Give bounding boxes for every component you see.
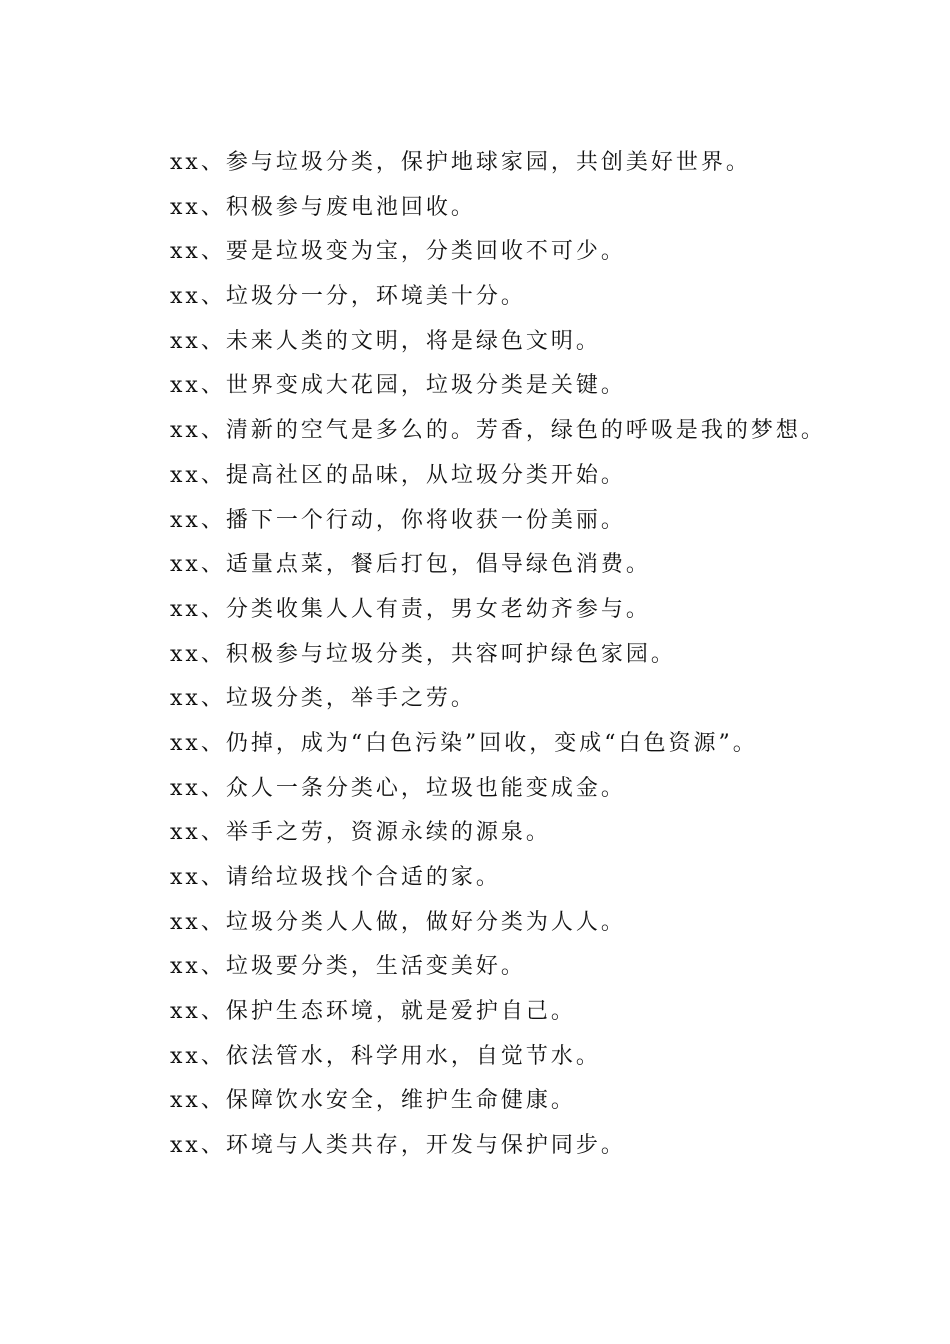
slogan-line: xx、众人一条分类心，垃圾也能变成金。 xyxy=(170,775,626,801)
slogan-line: xx、垃圾分类，举手之劳。 xyxy=(170,686,476,712)
slogan-line: xx、提高社区的品味，从垃圾分类开始。 xyxy=(170,462,626,488)
slogan-line: xx、积极参与废电池回收。 xyxy=(170,194,476,220)
slogan-line: xx、保护生态环境，就是爱护自己。 xyxy=(170,999,576,1025)
slogan-line: xx、要是垃圾变为宝，分类回收不可少。 xyxy=(170,239,626,265)
slogan-line: xx、参与垃圾分类，保护地球家园，共创美好世界。 xyxy=(170,150,751,175)
slogan-line: xx、清新的空气是多么的。芳香，绿色的呼吸是我的梦想。 xyxy=(170,418,826,444)
slogan-line: xx、积极参与垃圾分类，共容呵护绿色家园。 xyxy=(170,641,676,667)
slogan-line: xx、环境与人类共存，开发与保护同步。 xyxy=(170,1133,626,1159)
slogan-line: xx、播下一个行动，你将收获一份美丽。 xyxy=(170,507,626,533)
slogan-list xyxy=(170,141,930,1169)
slogan-line: xx、请给垃圾找个合适的家。 xyxy=(170,865,501,890)
slogan-line: xx、分类收集人人有责，男女老幼齐参与。 xyxy=(170,596,651,622)
slogan-line: xx、举手之劳，资源永续的源泉。 xyxy=(170,820,551,846)
slogan-line: xx、依法管水，科学用水，自觉节水。 xyxy=(170,1043,601,1069)
slogan-line: xx、适量点菜，餐后打包，倡导绿色消费。 xyxy=(170,552,651,578)
slogan-line: xx、保障饮水安全，维护生命健康。 xyxy=(170,1088,576,1114)
slogan-line: xx、世界变成大花园，垃圾分类是关键。 xyxy=(170,373,626,399)
slogan-line: xx、垃圾分类人人做，做好分类为人人。 xyxy=(170,909,626,935)
slogan-line: xx、垃圾要分类，生活变美好。 xyxy=(170,954,526,980)
slogan-line: xx、垃圾分一分，环境美十分。 xyxy=(170,284,526,310)
slogan-line: xx、仍掉，成为“白色污染”回收，变成“白色资源”。 xyxy=(170,730,758,756)
slogan-line: xx、未来人类的文明，将是绿色文明。 xyxy=(170,328,601,354)
